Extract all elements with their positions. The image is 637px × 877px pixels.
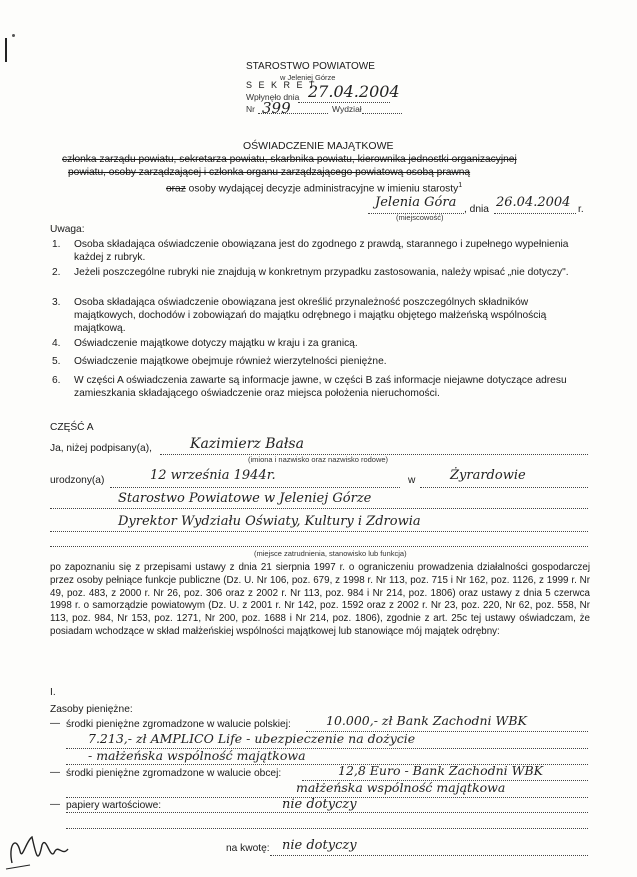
title-line-2: powiatu, osoby zarządzającej i członka organu zarządzającego powiatową osobą prawną xyxy=(68,167,471,178)
papiery-line-2 xyxy=(66,828,588,829)
born-w-label: w xyxy=(408,475,416,486)
employment-dotted-1 xyxy=(50,508,588,509)
fx-line-3 xyxy=(66,812,588,813)
place-handwritten: Jelenia Góra xyxy=(375,195,457,210)
stamp-wydzial-label: Wydział xyxy=(332,104,362,114)
dash-fx: — xyxy=(50,767,60,778)
kwote-value: nie dotyczy xyxy=(282,838,357,853)
stamp-city: w Jeleniej Górze xyxy=(280,73,336,82)
place-caption: (miejscowość) xyxy=(396,213,444,222)
date-line xyxy=(494,213,576,214)
born-date-line xyxy=(110,487,400,488)
uwaga-item-1 xyxy=(52,238,589,264)
papiery-value: nie dotyczy xyxy=(282,797,357,812)
title-line-3-rest: osoby wydającej decyzje administracyjne w imieniu starosty xyxy=(188,183,459,195)
section-roman: I. xyxy=(50,687,56,698)
uwaga-item-number: 4. xyxy=(52,338,61,349)
title-line-3 xyxy=(166,179,462,195)
pln-label: środki pieniężne zgromadzone w walucie polskiej: xyxy=(66,719,291,730)
employment-caption: (miejsce zatrudnienia, stanowisko lub funkcja) xyxy=(254,549,407,558)
uwaga-item-number: 5. xyxy=(52,356,61,367)
uwaga-item-number: 6. xyxy=(52,375,61,386)
uwaga-item-6 xyxy=(52,374,589,400)
uwaga-item-5 xyxy=(52,355,589,368)
born-place-handwritten: Żyrardowie xyxy=(450,468,526,483)
employment-line-2: Dyrektor Wydziału Oświaty, Kultury i Zdrowia xyxy=(118,514,421,529)
fx-value-2: małżeńska wspólność majątkowa xyxy=(296,780,506,795)
uwaga-item-text: Osoba składająca oświadczenie obowiązana jest określić przynależność poszczególnych składników majątkowych, dochodów i zobowiązań do majątku odrębnego i majątku objętego małżeńską wspólnością majątkową. xyxy=(74,297,547,334)
stamp-sekret: S E K R E T xyxy=(246,80,317,90)
uwaga-item-4 xyxy=(52,337,589,350)
name-caption: (imiona i nazwisko oraz nazwisko rodowe) xyxy=(248,455,389,464)
uwaga-item-number: 3. xyxy=(52,297,61,308)
dash-pln: — xyxy=(50,718,60,729)
pln-value-2: 7.213,- zł AMPLICO Life - ubezpieczenie na dożycie xyxy=(88,731,416,746)
date-r-label: r. xyxy=(578,204,584,215)
received-line xyxy=(298,102,390,103)
statute-text: po zapoznaniu się z przepisami ustawy z dnia 21 sierpnia 1997 r. o ograniczeniu prowadzenia działalności gospodarczej przez osoby pełniące funkcje publiczne (Dz. U. Nr 106, poz. 679, z 1998 r. Nr 113, poz. 715 i Nr 162, poz. 1126, z 1999 r. Nr 49, poz. 483, z 2000 r. Nr 26, poz. 306 oraz z 2002 r. Nr 113, poz. 984 i Nr 214, poz. 1806) oraz ustawy z dnia 5 czerwca 1998 r. o samorządzie powiatowym (Dz. U. z 2001 r. Nr 142, poz. 1592 oraz z 2002 r. Nr 23, poz. 220, Nr 62, poz. 558, Nr 113, poz. 984, Nr 153, poz. 1271, Nr 200, poz. 1688 i Nr 214, poz. 1806), zgodnie z art. 25c tej ustawy oświadczam, że posiadam wchodzące w skład małżeńskiej wspólności majątkowej lub stanowiące mój majątek odrębny: xyxy=(50,562,590,637)
margin-mark xyxy=(5,38,7,62)
uwaga-item-text: W części A oświadczenia zawarte są informacje jawne, w części B zaś informacje niejawne dotyczące adresu zamieszkania składającego oświadczenie oraz miejsca położenia nieruchomości. xyxy=(74,375,567,399)
page-title: OŚWIADCZENIE MAJĄTKOWE xyxy=(243,140,394,152)
fx-value-1: 12,8 Euro - Bank Zachodni WBK xyxy=(338,763,543,778)
employment-dotted-3 xyxy=(50,546,588,547)
uwaga-item-number: 2. xyxy=(52,267,61,278)
stamp-nr-value: 399 xyxy=(262,99,291,117)
date-handwritten: 26.04.2004 xyxy=(496,195,571,210)
fx-label: środki pieniężne zgromadzone w walucie obcej: xyxy=(66,768,282,779)
signature-scribble xyxy=(2,815,82,875)
place-dnia-label: , dnia xyxy=(464,204,489,215)
wydzial-line xyxy=(362,113,402,114)
stamp-received-date: 27.04.2004 xyxy=(308,82,400,101)
name-handwritten: Kazimierz Bałsa xyxy=(190,436,304,452)
kwote-line xyxy=(270,855,588,856)
uwaga-item-text: Oświadczenie majątkowe obejmuje również wierzytelności pieniężne. xyxy=(74,356,387,367)
uwaga-item-2 xyxy=(52,266,589,279)
employment-dotted-2 xyxy=(50,531,588,532)
employment-line-1: Starostwo Powiatowe w Jeleniej Górze xyxy=(118,491,372,506)
born-place-line xyxy=(420,487,588,488)
title-line-1: członka zarządu powiatu, sekretarza powiatu, skarbnika powiatu, kierownika jednostki organizacyjnej xyxy=(62,154,517,165)
title-line-3-struck: oraz xyxy=(166,183,186,195)
kwote-label: na kwotę: xyxy=(226,843,270,854)
uwaga-item-text: Jeżeli poszczególne rubryki nie znajdują w konkretnym przypadku zastosowania, należy wpisać „nie dotyczy". xyxy=(74,267,569,278)
stamp-office: STAROSTWO POWIATOWE xyxy=(246,61,375,72)
signed-label: Ja, niżej podpisany(a), xyxy=(50,443,152,454)
born-date-handwritten: 12 września 1944r. xyxy=(150,468,276,483)
pln-value-3: - małżeńska wspólność majątkowa xyxy=(88,748,306,763)
uwaga-item-number: 1. xyxy=(52,239,61,250)
footnote-mark: 1 xyxy=(458,182,463,189)
zasoby-heading: Zasoby pieniężne: xyxy=(50,704,133,715)
born-label: urodzony(a) xyxy=(50,475,105,486)
stamp-nr-label: Nr xyxy=(246,104,255,114)
dash-papiery: — xyxy=(50,799,60,810)
uwaga-item-3 xyxy=(52,296,589,335)
czesc-a-heading: CZĘŚĆ A xyxy=(50,422,94,433)
margin-dot xyxy=(12,34,15,37)
stamp-received-label: Wpłynęło dnia xyxy=(246,92,300,102)
pln-value-1: 10.000,- zł Bank Zachodni WBK xyxy=(326,713,527,728)
papiery-label: papiery wartościowe: xyxy=(66,800,162,811)
uwaga-item-text: Osoba składająca oświadczenie obowiązana jest do zgodnego z prawdą, starannego i zupełnego wypełnienia każdej z rubryk. xyxy=(74,239,569,263)
uwaga-item-text: Oświadczenie majątkowe dotyczy majątku w kraju i za granicą. xyxy=(74,338,358,349)
uwaga-heading: Uwaga: xyxy=(50,224,85,235)
